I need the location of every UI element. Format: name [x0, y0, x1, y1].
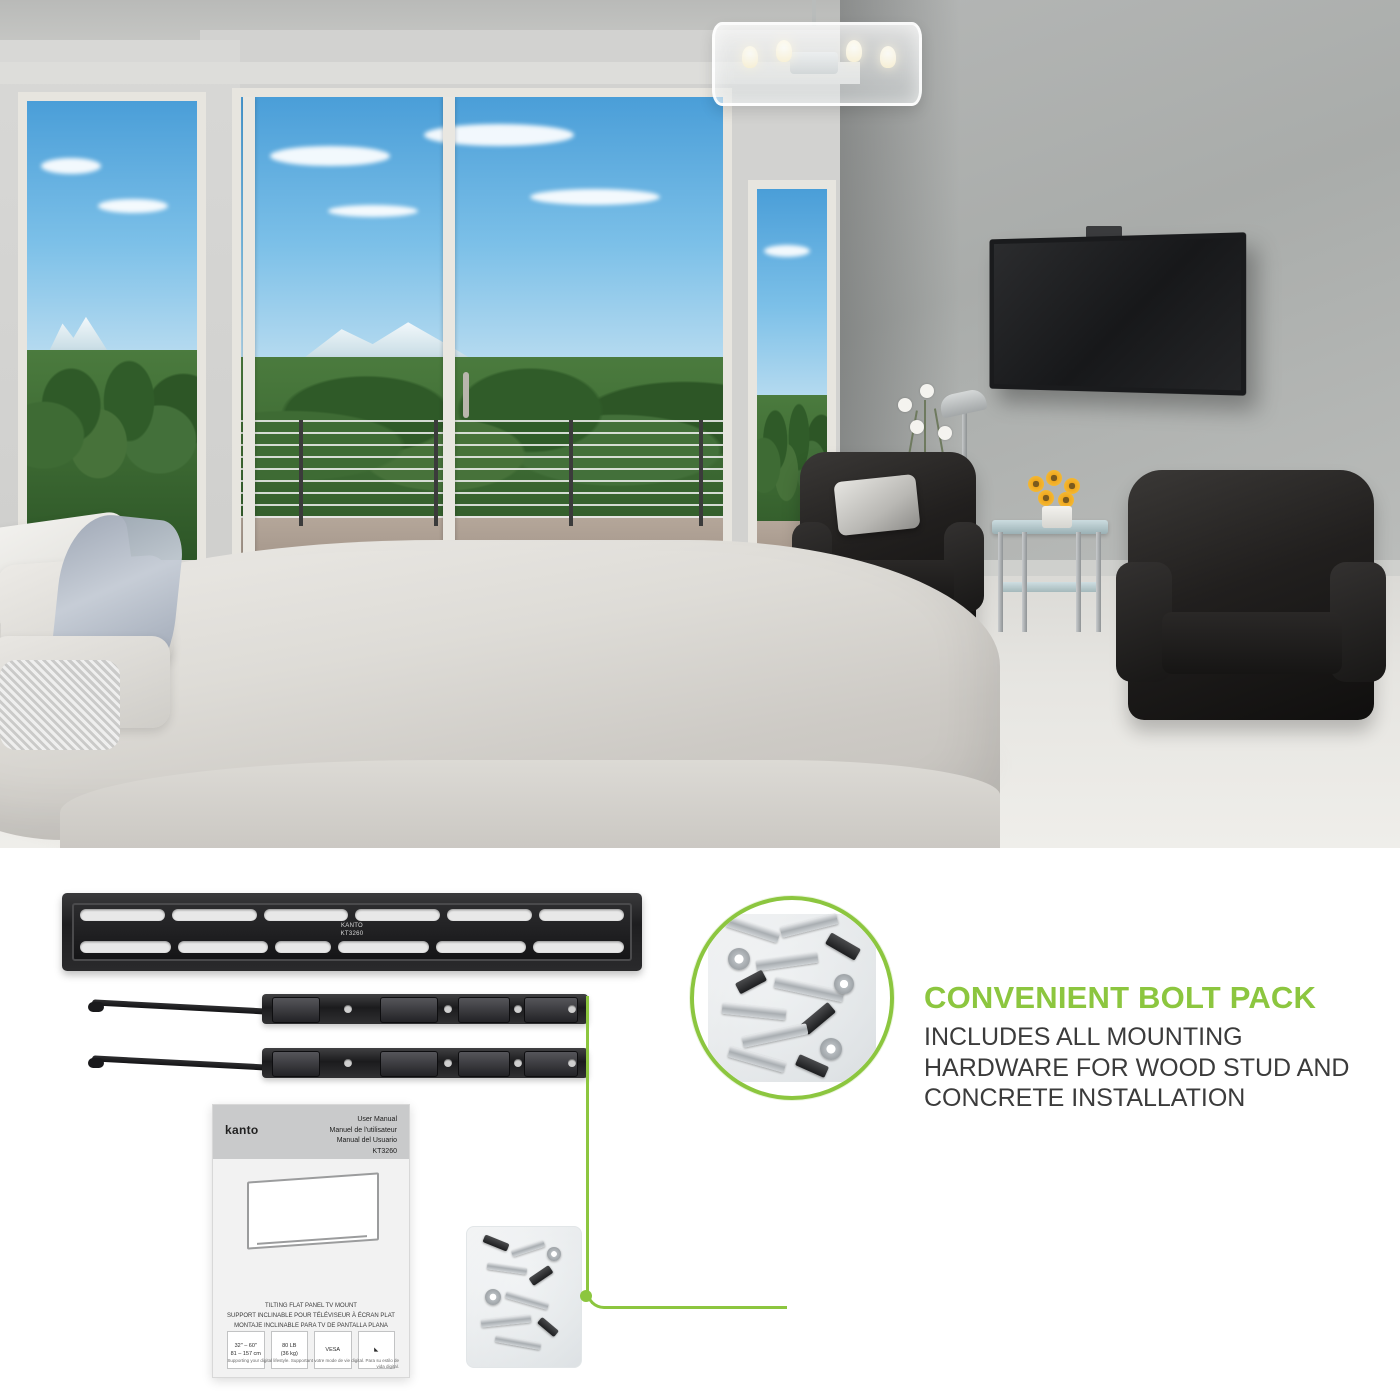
sliding-glass-door	[232, 88, 732, 588]
bolt	[482, 1234, 509, 1251]
manual-titles	[330, 1115, 397, 1157]
spec-screen-size-line1: 32" – 60"	[234, 1342, 257, 1349]
tilt-angle-icon: ◣	[374, 1346, 379, 1353]
manual-subtitle-en: TILTING FLAT PANEL TV MOUNT	[265, 1303, 357, 1309]
rail-block	[458, 1051, 510, 1077]
picture-window-left	[18, 92, 206, 572]
wall-plate-slot	[533, 941, 624, 953]
callout-body: INCLUDES ALL MOUNTING HARDWARE FOR WOOD STUD AND CONCRETE INSTALLATION	[924, 1023, 1350, 1112]
screw	[722, 1003, 787, 1021]
rail-hole	[444, 1005, 452, 1013]
strap-tip	[88, 1002, 104, 1012]
sunflower-bouquet	[1026, 470, 1088, 526]
table-leg	[1096, 532, 1101, 632]
rail-block	[272, 1051, 320, 1077]
screw	[511, 1240, 545, 1257]
bolt-pack-closeup-circle	[690, 896, 894, 1100]
wall-plate-slot	[80, 909, 165, 921]
accent-pillow	[833, 474, 920, 536]
manual-title-es: Manual del Usuario	[336, 1137, 397, 1144]
manual-subtitle-fr: SUPPORT INCLINABLE POUR TÉLÉVISEUR À ÉCRAN PLAT	[227, 1313, 395, 1320]
spec-weight-line1: 80 LB	[282, 1342, 297, 1349]
screw	[756, 952, 819, 972]
screw	[505, 1291, 549, 1310]
glass-side-table	[992, 520, 1108, 632]
spec-screen-size-line2: 81 – 157 cm	[230, 1351, 261, 1357]
door-mullion	[243, 97, 255, 579]
manual-title-en: User Manual	[357, 1116, 397, 1123]
wall-plate-slot	[338, 941, 429, 953]
rail-hole	[514, 1059, 522, 1067]
rail-post	[569, 420, 573, 526]
callout-text-block	[924, 980, 1364, 1114]
door-mullion	[443, 97, 455, 579]
callout-connector-dot	[580, 1290, 592, 1302]
manual-brand: kanto	[225, 1123, 259, 1137]
bolt	[735, 970, 767, 995]
flower	[910, 420, 924, 434]
sequin-pillow	[0, 660, 120, 750]
screw	[481, 1314, 532, 1327]
cloud	[270, 146, 390, 166]
wall-plate-slot	[436, 941, 527, 953]
washer	[485, 1289, 501, 1305]
sunflower	[1028, 476, 1044, 492]
cloud	[98, 199, 168, 213]
rail-block	[380, 997, 438, 1023]
rail-post	[434, 420, 438, 526]
manual-subtitle-es: MONTAJE INCLINABLE PARA TV DE PANTALLA PLANA	[234, 1323, 388, 1330]
wall-plate-slot	[172, 909, 257, 921]
release-strap	[92, 1055, 268, 1070]
tv-mounting-rail	[262, 1048, 588, 1078]
rail-hole	[344, 1059, 352, 1067]
wall-plate-slot-row-bottom	[80, 941, 624, 953]
rail-block	[380, 1051, 438, 1077]
manual-cover-illustration	[247, 1177, 375, 1273]
bolt-pack-bag-closeup	[708, 914, 876, 1082]
chair-cushion	[1162, 612, 1342, 674]
cloud	[530, 189, 660, 205]
hardware-bolt-pack-bag	[466, 1226, 582, 1368]
screw	[726, 916, 781, 943]
cloud	[41, 158, 101, 174]
sunflower	[1046, 470, 1062, 486]
rail-post	[299, 420, 303, 526]
washer	[820, 1038, 842, 1060]
table-leg	[998, 532, 1003, 632]
screw	[487, 1262, 528, 1274]
wall-plate-bracket	[62, 893, 642, 971]
rail-hole	[444, 1059, 452, 1067]
bolt	[529, 1265, 554, 1286]
wall-plate-slot	[80, 941, 171, 953]
flower	[898, 398, 912, 412]
screw	[742, 1023, 809, 1047]
bed-fold	[60, 760, 1000, 848]
washer	[834, 974, 854, 994]
screw	[495, 1335, 542, 1350]
cloud	[328, 205, 418, 217]
manual-footer: Supporting your digital lifestyle. Supportant votre mode de vie digital. Para su estilo de vida digital.	[227, 1357, 399, 1370]
spec-vesa-label: VESA	[325, 1346, 341, 1353]
bolt	[537, 1317, 559, 1337]
chandelier-shade	[712, 22, 922, 106]
wall-plate-slot-row-top	[80, 909, 624, 921]
strap-tip	[88, 1058, 104, 1068]
rail-hole	[514, 1005, 522, 1013]
flower-pot	[1042, 506, 1072, 528]
wall-plate-slot	[178, 941, 269, 953]
manual-subtitle	[213, 1301, 409, 1332]
table-leg	[1076, 532, 1081, 632]
wall-plate-slot	[355, 909, 440, 921]
sunflower	[1038, 490, 1054, 506]
flower	[938, 426, 952, 440]
table-shelf	[1000, 582, 1100, 592]
rail-hole	[344, 1005, 352, 1013]
sky	[27, 101, 197, 360]
flower	[920, 384, 934, 398]
wall-plate-brand: KANTO	[340, 923, 364, 929]
rail-block	[458, 997, 510, 1023]
screw	[728, 1046, 787, 1073]
wall-plate-slot	[264, 909, 349, 921]
wall-plate-slot	[275, 941, 331, 953]
wall-mounted-tv	[990, 232, 1247, 395]
release-strap	[92, 999, 268, 1014]
sky	[241, 97, 723, 367]
door-handle	[463, 372, 469, 418]
cloud	[764, 245, 810, 257]
wall-plate-slot	[447, 909, 532, 921]
manual-title-fr: Manuel de l'utilisateur	[329, 1126, 397, 1134]
product-contents-panel	[0, 848, 1400, 1400]
wall-plate-label	[341, 923, 364, 938]
callout-heading: CONVENIENT BOLT PACK	[924, 980, 1317, 1015]
wall-plate-model: KT3260	[340, 930, 364, 937]
bolt	[825, 932, 861, 960]
sky	[757, 189, 827, 403]
spec-weight-line2: (36 kg)	[280, 1351, 298, 1357]
manual-model: KT3260	[372, 1147, 397, 1155]
leather-armchair-right	[1128, 470, 1374, 720]
table-leg	[1022, 532, 1027, 632]
wall-plate-slot	[539, 909, 624, 921]
washer	[728, 948, 750, 970]
washer	[547, 1247, 561, 1261]
user-manual-booklet	[212, 1104, 410, 1378]
tv-mounting-rail	[262, 994, 588, 1024]
rail-post	[699, 420, 703, 526]
rail-block	[272, 997, 320, 1023]
rail-hole	[568, 1005, 576, 1013]
rail-hole	[568, 1059, 576, 1067]
balcony-railing	[241, 420, 723, 526]
